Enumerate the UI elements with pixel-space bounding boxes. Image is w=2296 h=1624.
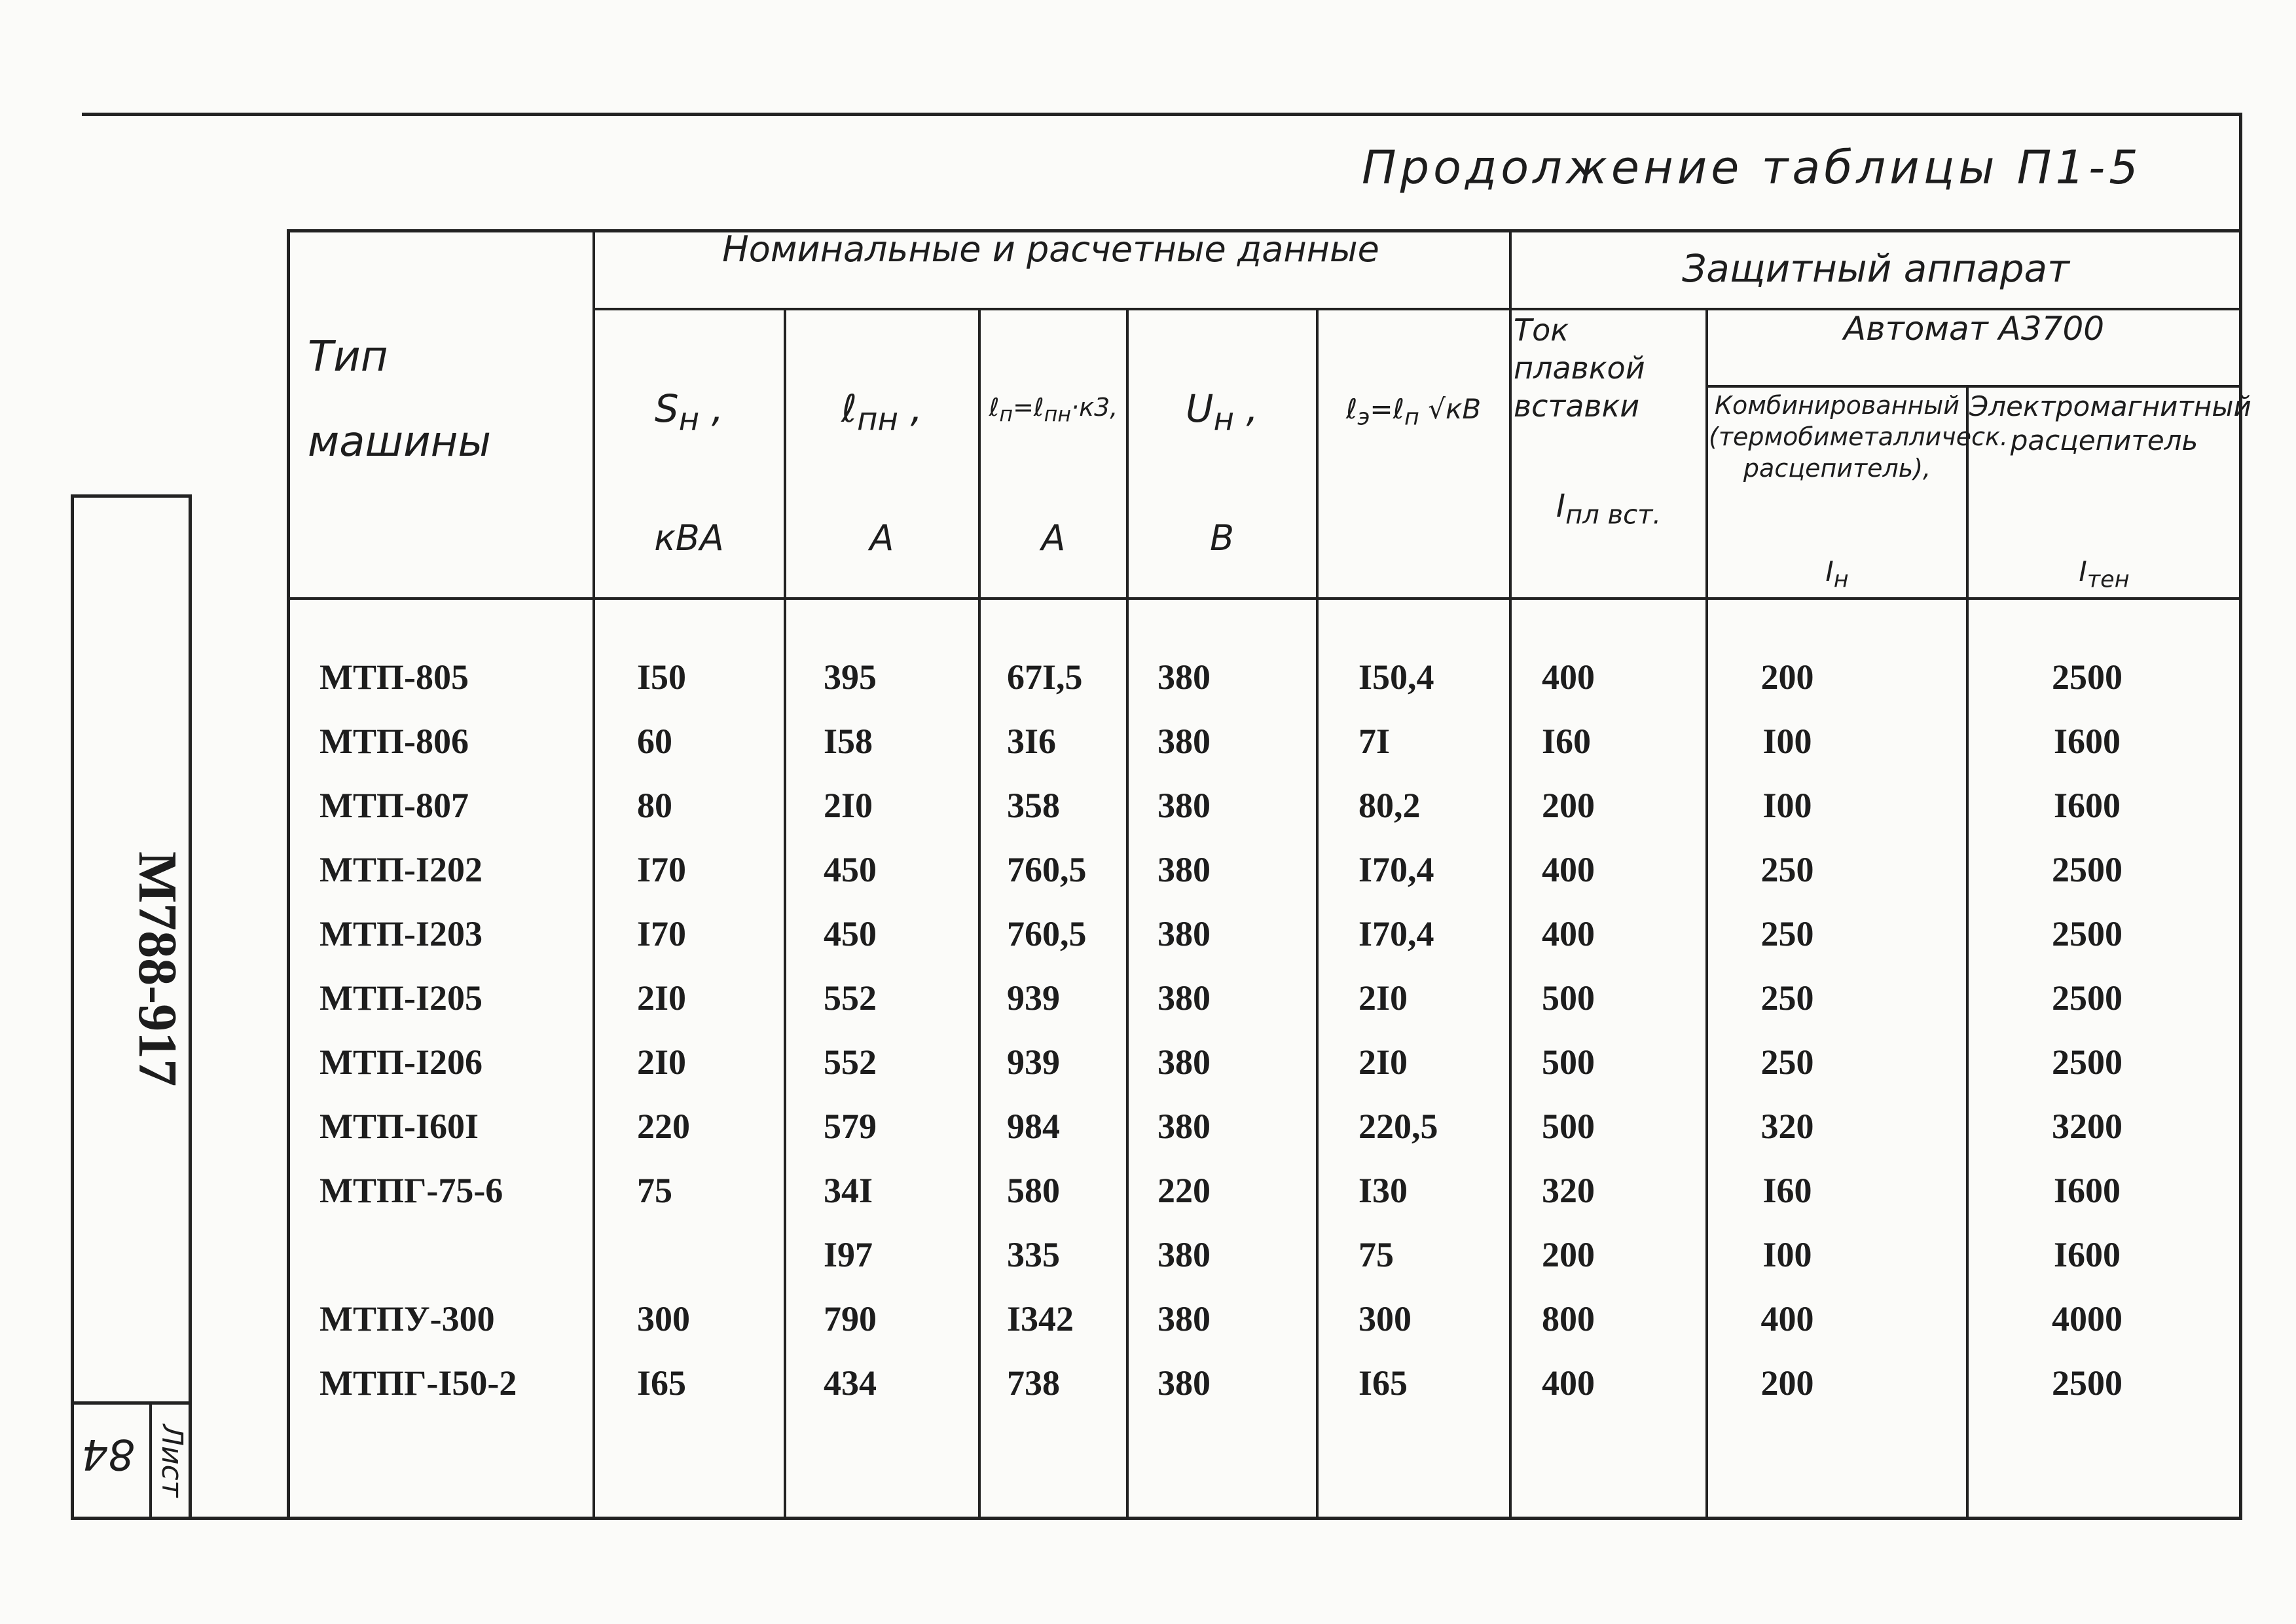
cell-s: 300 xyxy=(637,1299,690,1338)
cell-fuse: 400 xyxy=(1542,914,1595,953)
frame-top-border xyxy=(82,113,2242,116)
header-row-divider xyxy=(1705,385,2241,388)
sheet-number: 84 xyxy=(81,1430,135,1478)
cell-comb: I00 xyxy=(1762,1235,1812,1274)
cell-fuse: 500 xyxy=(1542,978,1595,1018)
cell-ie: I50,4 xyxy=(1358,657,1434,697)
cell-ip: 984 xyxy=(1007,1107,1060,1146)
cell-s: I70 xyxy=(637,850,687,889)
cell-ip: 67I,5 xyxy=(1007,657,1083,697)
cell-comb: 320 xyxy=(1760,1107,1814,1146)
cell-ip: 738 xyxy=(1007,1363,1060,1403)
cell-type: МТПГ-75-6 xyxy=(319,1171,503,1210)
cell-ie: 75 xyxy=(1358,1235,1394,1274)
cell-ipn: 34I xyxy=(824,1171,873,1210)
cell-s: 2I0 xyxy=(637,1043,687,1082)
header-fuse-title: Ток плавкой вставки xyxy=(1514,312,1645,424)
cell-u: 380 xyxy=(1157,786,1211,825)
cell-ip: 760,5 xyxy=(1007,914,1087,953)
header-u-n: $U_н$ , xyxy=(1186,386,1258,438)
cell-comb: 250 xyxy=(1760,850,1814,889)
header-i-pn: ℓ$_{пн}$ , xyxy=(841,386,923,438)
cell-ip: 3I6 xyxy=(1007,722,1057,761)
cell-ie: 2I0 xyxy=(1358,978,1408,1018)
cell-type: МТП-806 xyxy=(319,722,469,761)
cell-em: 3200 xyxy=(2052,1107,2123,1146)
cell-comb: 250 xyxy=(1760,1043,1814,1082)
header-i-p-unit: А xyxy=(1041,517,1066,559)
cell-ipn: 395 xyxy=(824,657,877,697)
table-row xyxy=(287,1094,2241,1158)
cell-ie: I30 xyxy=(1358,1171,1408,1210)
cell-ipn: I97 xyxy=(824,1235,873,1274)
cell-s: 220 xyxy=(637,1107,690,1146)
cell-em: 2500 xyxy=(2052,1043,2123,1082)
cell-ip: 580 xyxy=(1007,1171,1060,1210)
cell-u: 380 xyxy=(1157,1235,1211,1274)
cell-fuse: 400 xyxy=(1542,657,1595,697)
cell-type: МТП-I206 xyxy=(319,1043,483,1082)
table-row xyxy=(287,838,2241,902)
cell-u: 380 xyxy=(1157,1107,1211,1146)
header-combined-title: Комбинированный (термобиметаллическ. расцепитель), xyxy=(1709,391,2009,483)
cell-ip: I342 xyxy=(1007,1299,1074,1338)
cell-ipn: 579 xyxy=(824,1107,877,1146)
cell-ie: I70,4 xyxy=(1358,850,1434,889)
cell-u: 380 xyxy=(1157,1299,1211,1338)
cell-fuse: 200 xyxy=(1542,786,1595,825)
cell-u: 380 xyxy=(1157,978,1211,1018)
cell-ie: 300 xyxy=(1358,1299,1412,1338)
cell-em: 4000 xyxy=(2052,1299,2123,1338)
cell-fuse: 800 xyxy=(1542,1299,1595,1338)
cell-fuse: 400 xyxy=(1542,850,1595,889)
cell-comb: 250 xyxy=(1760,978,1814,1018)
table-row xyxy=(287,1030,2241,1094)
header-i-p: ℓ$_п$=ℓ$_{пн}$·к3, xyxy=(989,393,1118,427)
cell-ipn: 790 xyxy=(824,1299,877,1338)
table-row xyxy=(287,1223,2241,1287)
cell-s: I70 xyxy=(637,914,687,953)
cell-ie: 220,5 xyxy=(1358,1107,1438,1146)
cell-type: МТП-I203 xyxy=(319,914,483,953)
cell-em: I600 xyxy=(2053,1171,2121,1210)
sheet-label: Лист xyxy=(155,1424,189,1498)
cell-type: МТП-I202 xyxy=(319,850,483,889)
cell-comb: 250 xyxy=(1760,914,1814,953)
cell-type: МТП-I60I xyxy=(319,1107,479,1146)
cell-ie: 7I xyxy=(1358,722,1391,761)
cell-comb: I00 xyxy=(1762,722,1812,761)
table-row xyxy=(287,1351,2241,1415)
cell-ipn: 450 xyxy=(824,850,877,889)
cell-fuse: 400 xyxy=(1542,1363,1595,1403)
table-row xyxy=(287,902,2241,966)
table-row xyxy=(287,645,2241,709)
cell-u: 380 xyxy=(1157,722,1211,761)
header-i-pn-unit: А xyxy=(869,517,894,559)
cell-s xyxy=(637,1223,768,1287)
cell-ip: 358 xyxy=(1007,786,1060,825)
cell-em: 2500 xyxy=(2052,657,2123,697)
cell-fuse: 500 xyxy=(1542,1043,1595,1082)
cell-s: 2I0 xyxy=(637,978,687,1018)
cell-u: 380 xyxy=(1157,850,1211,889)
cell-em: 2500 xyxy=(2052,1363,2123,1403)
cell-ip: 335 xyxy=(1007,1235,1060,1274)
cell-u: 380 xyxy=(1157,657,1211,697)
cell-comb: I00 xyxy=(1762,786,1812,825)
cell-ip: 939 xyxy=(1007,1043,1060,1082)
cell-type xyxy=(319,1223,594,1287)
continuation-title: Продолжение таблицы П1-5 xyxy=(1362,141,2142,194)
cell-ipn: 434 xyxy=(824,1363,877,1403)
cell-ip: 939 xyxy=(1007,978,1060,1018)
table-row xyxy=(287,1287,2241,1351)
cell-u: 220 xyxy=(1157,1171,1211,1210)
cell-s: I50 xyxy=(637,657,687,697)
cell-comb: 400 xyxy=(1760,1299,1814,1338)
table-row xyxy=(287,773,2241,838)
table-row xyxy=(287,966,2241,1030)
cell-u: 380 xyxy=(1157,1363,1211,1403)
cell-ie: 80,2 xyxy=(1358,786,1421,825)
cell-ip: 760,5 xyxy=(1007,850,1087,889)
cell-fuse: I60 xyxy=(1542,722,1592,761)
cell-fuse: 320 xyxy=(1542,1171,1595,1210)
cell-em: I600 xyxy=(2053,722,2121,761)
cell-u: 380 xyxy=(1157,914,1211,953)
cell-ipn: 2I0 xyxy=(824,786,873,825)
cell-ipn: 552 xyxy=(824,978,877,1018)
cell-s: 80 xyxy=(637,786,672,825)
cell-type: МТП-807 xyxy=(319,786,469,825)
cell-u: 380 xyxy=(1157,1043,1211,1082)
header-combined-symbol: $I_н$ xyxy=(1825,555,1849,593)
table-row xyxy=(287,709,2241,773)
header-protective-group: Защитный аппарат xyxy=(1682,246,2069,291)
cell-ipn: 552 xyxy=(824,1043,877,1082)
cell-comb: I60 xyxy=(1762,1171,1812,1210)
cell-type: МТП-I205 xyxy=(319,978,483,1018)
header-breaker-title: Автомат А3700 xyxy=(1843,310,2105,348)
header-i-e: ℓ$_э$=ℓ$_п$ √кВ xyxy=(1345,393,1482,431)
cell-s: I65 xyxy=(637,1363,687,1403)
cell-fuse: 500 xyxy=(1542,1107,1595,1146)
cell-ipn: I58 xyxy=(824,722,873,761)
table-row xyxy=(287,1158,2241,1223)
cell-comb: 200 xyxy=(1760,657,1814,697)
header-electromagnetic-symbol: $I_{тен}$ xyxy=(2079,555,2130,593)
header-machine-type: Тип машины xyxy=(308,333,492,466)
cell-em: I600 xyxy=(2053,1235,2121,1274)
cell-em: I600 xyxy=(2053,786,2121,825)
header-electromagnetic-title: Электромагнитный расцепитель xyxy=(1969,390,2251,456)
cell-fuse: 200 xyxy=(1542,1235,1595,1274)
cell-ie: 2I0 xyxy=(1358,1043,1408,1082)
cell-ie: I70,4 xyxy=(1358,914,1434,953)
cell-em: 2500 xyxy=(2052,978,2123,1018)
cell-ie: I65 xyxy=(1358,1363,1408,1403)
cell-em: 2500 xyxy=(2052,850,2123,889)
cell-type: МТПГ-I50-2 xyxy=(319,1363,517,1403)
header-bottom-divider xyxy=(287,597,2241,600)
document-code: М788-917 xyxy=(127,851,188,1087)
header-nominal-group: Номинальные и расчетные данные xyxy=(722,229,1379,270)
header-s-n-unit: кВА xyxy=(654,517,724,559)
cell-type: МТПУ-300 xyxy=(319,1299,495,1338)
cell-s: 60 xyxy=(637,722,672,761)
cell-em: 2500 xyxy=(2052,914,2123,953)
cell-comb: 200 xyxy=(1760,1363,1814,1403)
header-s-n: $S_н$ , xyxy=(654,386,724,438)
header-u-n-unit: В xyxy=(1209,517,1235,559)
cell-s: 75 xyxy=(637,1171,672,1210)
cell-ipn: 450 xyxy=(824,914,877,953)
header-fuse-symbol: $I_{пл вст.}$ xyxy=(1556,488,1662,530)
cell-type: МТП-805 xyxy=(319,657,469,697)
